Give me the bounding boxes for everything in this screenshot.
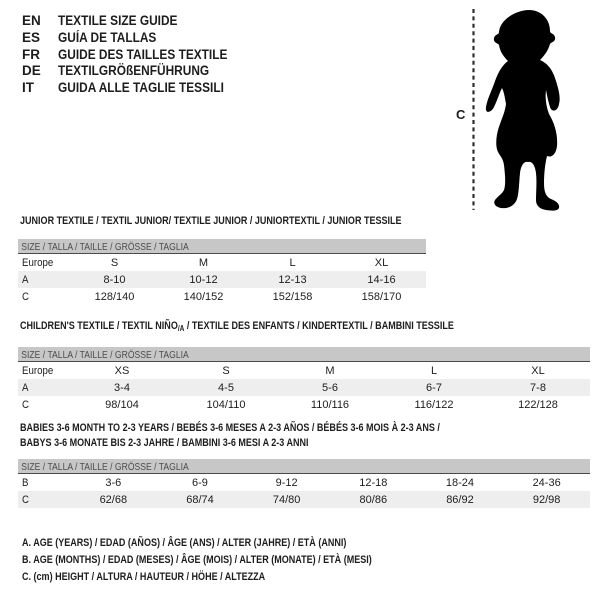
toddler-body-shape (486, 10, 560, 211)
junior-table-title: JUNIOR TEXTILE / TEXTIL JUNIOR/ TEXTILE JUNIOR / JUNIORTEXTIL / JUNIOR TESSILE (20, 215, 402, 227)
size-cell: 62/68 (99, 493, 128, 506)
size-cell: 6-9 (192, 476, 208, 489)
footnotes (22, 535, 449, 586)
size-cell: XL (374, 256, 389, 269)
language-label: TEXTILGRÖßENFÜHRUNG (58, 63, 210, 79)
size-cell: 98/104 (105, 398, 139, 411)
size-cell: 122/128 (518, 398, 558, 411)
row-label: Europe (22, 256, 54, 269)
size-cell: 8-10 (103, 273, 126, 286)
babies-title-line1: BABIES 3-6 MONTH TO 2-3 YEARS / BEBÉS 3-6 MESES A 2-3 AÑOS / BÉBÉS 3-6 MOIS À 2-3 ANS / (20, 422, 440, 434)
babies-table-title (20, 421, 440, 451)
size-cell: 86/92 (446, 493, 474, 506)
language-row-fr (22, 47, 251, 64)
size-cell: 68/74 (186, 493, 214, 506)
size-cell: L (289, 256, 296, 269)
size-cell: 158/170 (361, 290, 402, 303)
language-label: GUIDE DES TAILLES TEXTILE (58, 46, 228, 62)
junior-size-header-bar (18, 239, 426, 254)
babies-size-header-bar (18, 459, 590, 474)
childrens-size-header-bar (18, 347, 590, 362)
footnote-c: C. (cm) HEIGHT / ALTURA / HAUTEUR / HÖHE / ALTEZZA (22, 571, 266, 583)
language-label: GUIDA ALLE TAGLIE TESSILI (58, 80, 224, 96)
childrens-table-title: CHILDREN'S TEXTILE / TEXTIL $NIÑO_{/A}$ / TEXTILE DES ENFANTS / KINDERTEXTIL / BAMBINI TESSILE (20, 320, 454, 333)
language-row-es (22, 30, 251, 47)
size-cell: 104/110 (206, 398, 246, 411)
language-code: EN (22, 13, 41, 28)
language-code: IT (22, 80, 34, 96)
height-marker-label: C (456, 107, 466, 122)
language-row-en (22, 13, 251, 30)
row-label: C (22, 398, 29, 411)
row-label: B (22, 476, 29, 489)
junior-size-table (18, 254, 426, 305)
size-cell: 110/116 (310, 398, 350, 411)
row-label: C (22, 290, 29, 303)
size-cell: 140/152 (183, 290, 224, 303)
size-cell: 128/140 (94, 290, 135, 303)
size-header-label: SIZE / TALLA / TAILLE / GRÖSSE / TAGLIA (21, 241, 189, 253)
size-cell: 4-5 (218, 381, 234, 394)
baby-silhouette-icon (453, 3, 593, 215)
language-list (22, 13, 251, 97)
size-cell: 74/80 (272, 493, 301, 506)
language-code: DE (22, 63, 41, 79)
size-cell: S (222, 364, 230, 377)
size-cell: 5-6 (322, 381, 338, 394)
size-header-label: SIZE / TALLA / TAILLE / GRÖSSE / TAGLIA (21, 349, 189, 361)
size-cell: 24-36 (532, 476, 561, 489)
table-row (18, 396, 590, 413)
size-cell: 10-12 (189, 273, 218, 286)
table-row (18, 254, 426, 271)
size-cell: 116/122 (414, 398, 454, 411)
table-row (18, 362, 590, 379)
row-label: A (22, 381, 29, 394)
size-cell: 92/98 (532, 493, 561, 506)
title-subscript: /A (177, 324, 185, 333)
size-cell: M (325, 364, 335, 377)
size-cell: 7-8 (530, 381, 546, 394)
footnote-a: A. AGE (YEARS) / EDAD (AÑOS) / ÂGE (ANS) / ALTER (JAHRE) / ETÀ (ANNI) (22, 537, 347, 549)
size-cell: 3-4 (114, 381, 130, 394)
size-cell: S (110, 256, 119, 269)
table-row (18, 474, 590, 491)
size-cell: XS (114, 364, 130, 377)
row-label: C (22, 493, 29, 506)
table-row (18, 288, 426, 305)
size-cell: L (430, 364, 438, 377)
size-cell: 6-7 (426, 381, 442, 394)
language-row-de (22, 63, 251, 80)
size-cell: 3-6 (105, 476, 122, 489)
babies-size-table (18, 474, 590, 508)
size-cell: 9-12 (275, 476, 298, 489)
table-row (18, 491, 590, 508)
childrens-size-table (18, 362, 590, 413)
language-code: ES (22, 29, 41, 45)
language-label: GUÍA DE TALLAS (58, 29, 157, 45)
language-label: TEXTILE SIZE GUIDE (58, 13, 178, 28)
size-cell: 12-18 (359, 476, 388, 489)
babies-title-line2: BABYS 3-6 MONATE BIS 2-3 JAHRE / BAMBINI 3-6 MESI A 2-3 ANNI (20, 437, 309, 449)
language-row-it (22, 80, 251, 97)
size-header-label: SIZE / TALLA / TAILLE / GRÖSSE / TAGLIA (21, 461, 189, 473)
size-cell: M (198, 256, 209, 269)
size-cell: 152/158 (272, 290, 313, 303)
size-cell: 12-13 (278, 273, 307, 286)
table-row (18, 379, 590, 396)
language-code: FR (22, 46, 40, 62)
row-label: Europe (22, 364, 54, 377)
size-cell: 80/86 (359, 493, 388, 506)
size-cell: 14-16 (367, 273, 396, 286)
row-label: A (22, 273, 29, 286)
size-cell: 18-24 (445, 476, 475, 489)
table-row (18, 271, 426, 288)
size-cell: XL (531, 364, 545, 377)
footnote-b: B. AGE (MONTHS) / EDAD (MESES) / ÂGE (MOIS) / ALTER (MONATE) / ETÀ (MESI) (22, 554, 372, 566)
